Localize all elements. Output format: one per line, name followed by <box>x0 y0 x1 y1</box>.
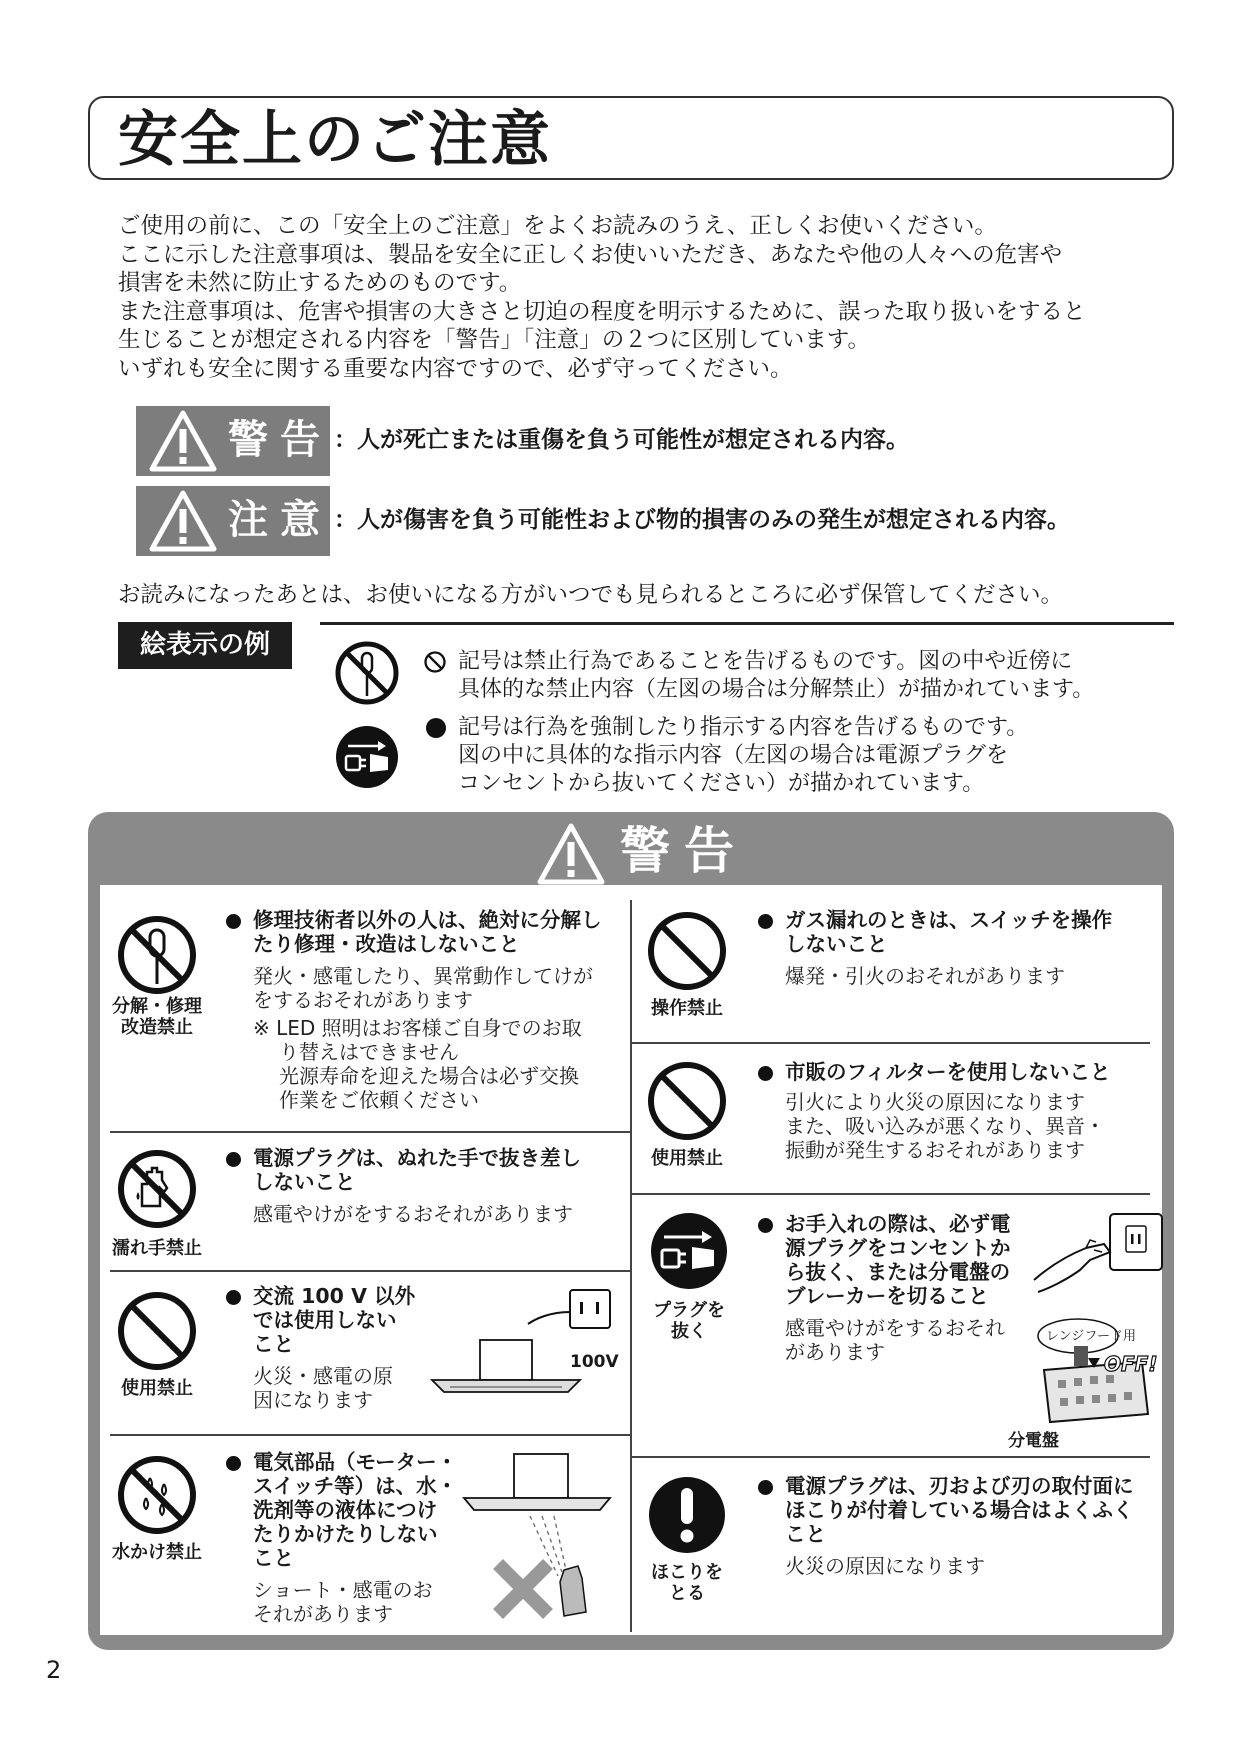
hand-outlet-illustration <box>1030 1210 1170 1300</box>
prohibit-icon <box>646 910 728 992</box>
icon-caption <box>102 996 212 1038</box>
legend-warning-label: 警告 <box>228 417 332 463</box>
bullet-icon <box>226 1152 241 1167</box>
warning-triangle-icon <box>148 409 218 473</box>
bullet-icon <box>758 1480 773 1495</box>
intro-text <box>118 212 1178 383</box>
intro-line: いずれも安全に関する重要な内容ですので、必ず守ってください。 <box>118 355 793 382</box>
body-line: 火災の原因になります <box>785 1554 985 1578</box>
instruct-line: 図の中に具体的な指示内容（左図の場合は電源プラグを <box>458 743 1009 768</box>
example-badge: 絵表示の例 <box>118 622 292 669</box>
icon-caption <box>102 1542 212 1563</box>
item-body <box>253 1578 433 1626</box>
body-line: 振動が発生するおそれがあります <box>785 1138 1085 1162</box>
heading-line: こと <box>253 1546 294 1570</box>
heading-line: ガス漏れのときは、スイッチを操作 <box>785 908 1113 932</box>
item-body <box>253 1202 573 1226</box>
item-heading <box>253 1284 415 1356</box>
caution-triangle-icon <box>148 489 218 553</box>
heading-line: スイッチ等）は、水・ <box>253 1474 458 1498</box>
heading-line: 修理技術者以外の人は、絶対に分解し <box>253 908 602 932</box>
item-heading <box>253 1450 457 1570</box>
body-line: があります <box>785 1340 885 1364</box>
page-number: 2 <box>46 1656 62 1684</box>
item-body <box>785 1316 1005 1364</box>
unplug-icon <box>648 1210 730 1292</box>
body-line: 火災・感電の原 <box>253 1364 393 1388</box>
figure-label-100v: 100V <box>570 1352 619 1372</box>
body-line: 引火により火災の原因になります <box>785 1090 1085 1114</box>
heading-line: こと <box>785 1522 826 1546</box>
warning-triangle-icon <box>536 822 606 886</box>
bullet-icon <box>226 914 241 929</box>
icon-caption <box>634 1300 744 1342</box>
icon-caption <box>102 1378 212 1399</box>
bullet-icon <box>758 1218 773 1233</box>
row-divider <box>110 1434 630 1436</box>
no-water-icon <box>116 1454 198 1536</box>
legend-caution-desc: ：人が傷害を負う可能性および物的損害のみの発生が想定される内容。 <box>334 507 1070 533</box>
caption-line: とる <box>669 1583 705 1604</box>
section-rule <box>320 622 1174 625</box>
intro-line: 損害を未然に防止するためのものです。 <box>118 270 522 296</box>
heading-line: ら抜く、または分電盤の <box>785 1260 1011 1284</box>
item-heading <box>785 1474 1134 1546</box>
note-line: 作業をご依頼ください <box>279 1088 479 1112</box>
instruct-line: コンセントから抜いてください）が描かれています。 <box>458 771 985 796</box>
heading-line: 電気部品（モーター・ <box>253 1450 458 1474</box>
bullet-icon <box>758 914 773 929</box>
page-title: 安全上のご注意 <box>118 105 552 175</box>
caption-line: 操作禁止 <box>651 998 723 1019</box>
icon-caption <box>632 1562 742 1604</box>
keep-note: お読みになったあとは、お使いになる方がいつでも見られるところに必ず保管してください。 <box>118 582 1064 608</box>
item-body <box>785 1554 985 1578</box>
legend-warning-box <box>136 406 330 476</box>
heading-line: たりかけたりしない <box>253 1522 438 1546</box>
instruct-line: 記号は行為を強制したり指示する内容を告げるものです。 <box>458 715 1029 740</box>
panel-title: 警告 <box>620 822 748 880</box>
item-heading <box>785 1212 1011 1308</box>
item-heading <box>785 908 1112 956</box>
heading-line: では使用しない <box>253 1308 397 1332</box>
body-line: 発火・感電したり、異常動作してけが <box>253 964 593 988</box>
body-line: 因になります <box>253 1388 373 1412</box>
bullet-icon <box>226 1290 241 1305</box>
heading-line: 電源プラグは、ぬれた手で抜き差し <box>253 1146 581 1170</box>
heading-line: 源プラグをコンセントか <box>785 1236 1011 1260</box>
legend-warning-desc: ：人が死亡または重傷を負う可能性が想定される内容。 <box>334 427 909 453</box>
unplug-icon <box>334 724 400 790</box>
item-heading <box>253 908 602 956</box>
row-divider <box>630 1193 1150 1195</box>
body-line: それがあります <box>253 1602 393 1626</box>
row-divider <box>630 1042 1150 1044</box>
intro-line: ご使用の前に、この「安全上のご注意」をよくお読みのうえ、正しくお使いください。 <box>118 213 997 239</box>
icon-caption <box>632 1148 742 1169</box>
item-body <box>785 964 1065 988</box>
heading-line: たり修理・改造はしないこと <box>253 932 520 956</box>
prohibit-icon <box>646 1060 728 1142</box>
heading-line: しないこと <box>253 1170 356 1194</box>
figure-label-off: OFF! <box>1104 1352 1158 1376</box>
no-wet-hands-icon <box>116 1148 198 1230</box>
legend-caution-box <box>136 486 330 556</box>
body-line: また、吸い込みが悪くなり、異音・ <box>785 1114 1105 1138</box>
item-body <box>253 964 593 1112</box>
item-body <box>785 1090 1105 1162</box>
heading-line: 電源プラグは、刃および刃の取付面に <box>785 1474 1134 1498</box>
body-line: 感電やけがをするおそれがあります <box>253 1202 573 1226</box>
no-disassembly-icon <box>116 914 198 996</box>
caption-line: 改造禁止 <box>121 1017 193 1038</box>
figure-label-range: レンジフード用 <box>1046 1329 1136 1344</box>
prohibit-line: 記号は禁止行為であることを告げるものです。図の中や近傍に <box>458 649 1073 674</box>
note-line: り替えはできません <box>279 1040 459 1064</box>
body-line: 感電やけがをするおそれ <box>785 1316 1005 1340</box>
mandatory-icon <box>646 1474 728 1556</box>
caption-line: 使用禁止 <box>121 1378 193 1399</box>
body-line: 爆発・引火のおそれがあります <box>785 964 1065 988</box>
row-divider <box>630 1456 1150 1458</box>
item-heading <box>253 1146 581 1194</box>
caption-line: 水かけ禁止 <box>112 1542 202 1563</box>
intro-line: 生じることが想定される内容を「警告」「注意」の２つに区別しています。 <box>118 327 870 353</box>
caption-line: ほこりを <box>651 1562 723 1583</box>
item-heading <box>785 1060 1111 1084</box>
row-divider <box>110 1131 630 1133</box>
caption-line: 濡れ手禁止 <box>112 1238 202 1259</box>
heading-line: ほこりが付着している場合はよくふく <box>785 1498 1134 1522</box>
note-line: ※ LED 照明はお客様ご自身でのお取 <box>253 1016 582 1040</box>
caption-line: プラグを <box>653 1300 725 1321</box>
heading-line: 交流 100 V 以外 <box>253 1284 416 1308</box>
title-box <box>88 96 1174 180</box>
caption-line: 分解・修理 <box>112 996 202 1017</box>
item-body <box>253 1364 393 1412</box>
caption-line: 使用禁止 <box>651 1148 723 1169</box>
intro-line: また注意事項は、危害や損害の大きさと切迫の程度を明示するために、誤った取り扱いをすると <box>118 298 1086 325</box>
prohibit-line: 具体的な禁止内容（左図の場合は分解禁止）が描かれています。 <box>458 677 1095 702</box>
instruct-symbol-icon <box>426 718 446 738</box>
bullet-icon <box>226 1456 241 1471</box>
icon-caption <box>632 998 742 1019</box>
body-line: をするおそれがあります <box>253 988 473 1012</box>
heading-line: ブレーカーを切ること <box>785 1284 989 1308</box>
row-divider <box>110 1270 630 1272</box>
bullet-icon <box>758 1066 773 1081</box>
figure-label-breaker: 分電盤 <box>1008 1431 1059 1451</box>
heading-line: しないこと <box>785 932 888 956</box>
icon-caption <box>102 1238 212 1259</box>
heading-line: 洗剤等の液体につけ <box>253 1498 438 1522</box>
no-disassembly-icon <box>334 640 400 706</box>
note-line: 光源寿命を迎えた場合は必ず交換 <box>279 1064 579 1088</box>
prohibit-icon <box>116 1290 198 1372</box>
body-line: ショート・感電のお <box>253 1578 433 1602</box>
heading-line: 市販のフィルターを使用しないこと <box>785 1060 1111 1084</box>
water-spray-illustration <box>460 1446 622 1622</box>
legend-caution-label: 注意 <box>228 497 332 543</box>
intro-line: ここに示した注意事項は、製品を安全に正しくお使いいただき、あなたや他の人々への危害や <box>118 241 1063 268</box>
heading-line: お手入れの際は、必ず電 <box>785 1212 1011 1236</box>
caption-line: 抜く <box>671 1321 707 1342</box>
heading-line: こと <box>253 1332 294 1356</box>
range-hood-100v-illustration <box>420 1284 620 1412</box>
prohibit-symbol-icon <box>423 650 447 674</box>
